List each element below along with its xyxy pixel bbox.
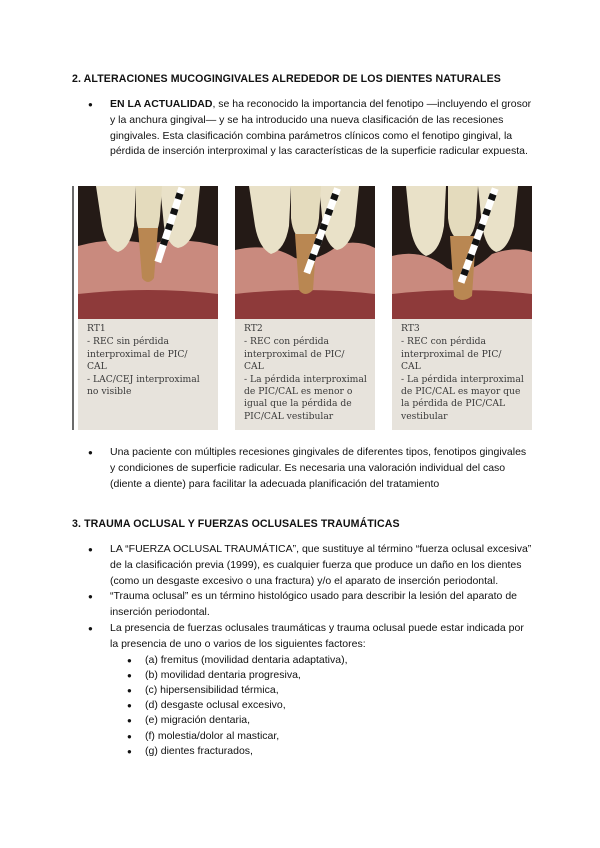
caption-line: - REC con pérdida — [401, 336, 487, 348]
caption-line: CAL — [87, 361, 107, 373]
bullet-text: , se ha reconocido la importancia del fenotipo —incluyendo el grosor y la anchura gingival— y se ha introducido una nueva clasificación de las recesiones gingivales. Esta clasificación combina parámetros clínicos como el fenotipo gingival, la pérdida de inserción interproximal y las características de la superficie radicular expuesta. — [110, 98, 532, 158]
caption-line: interproximal de PIC/ — [244, 348, 345, 360]
list-item — [88, 621, 533, 759]
caption-line: de PIC/CAL es menor o — [244, 386, 353, 398]
list-item — [88, 97, 533, 160]
rt1-caption — [78, 319, 218, 430]
rt2-illustration — [235, 186, 375, 319]
figure-border — [72, 186, 74, 430]
list-item: ● LA “FUERZA OCLUSAL TRAUMÁTICA”, que sustituye al término “fuerza oclusal excesiva” de la clasificación previa (1999), es cualquier fuerza que produce un daño en los dientes (como un desgaste excesivo o una fractura) y/o el aparato de inserción periodontal. — [88, 542, 533, 589]
section-3-list — [88, 542, 533, 759]
factor-item: ● (e) migración dentaria, — [127, 713, 533, 728]
caption-line: - La pérdida interproximal — [244, 373, 367, 385]
panel-rt3 — [392, 186, 532, 430]
caption-line: CAL — [244, 361, 264, 373]
rt3-caption — [392, 319, 532, 430]
factor-item: ● (f) molestia/dolor al masticar, — [127, 729, 533, 744]
section-2-heading: 2. ALTERACIONES MUCOGINGIVALES ALREDEDOR DE LOS DIENTES NATURALES — [72, 73, 501, 85]
factor-item: ● (a) fremitus (movilidad dentaria adaptativa), — [127, 653, 533, 668]
panel-rt1 — [78, 186, 218, 430]
caption-line: - La pérdida interproximal — [401, 373, 524, 385]
rt3-title: RT3 — [401, 323, 420, 334]
section-3-heading: 3. TRAUMA OCLUSAL Y FUERZAS OCLUSALES TRAUMÁTICAS — [72, 518, 400, 530]
rt1-title: RT1 — [87, 323, 106, 334]
panel-rt2 — [235, 186, 375, 430]
bullet-text: La presencia de fuerzas oclusales traumáticas y trauma oclusal puede estar indicada por la presencia de uno o varios de los siguientes factores: — [110, 621, 524, 650]
rt3-illustration — [392, 186, 532, 319]
caption-line: CAL — [401, 361, 421, 373]
section-2-case-list — [88, 445, 533, 492]
factor-list — [127, 653, 533, 759]
factor-item: ● (d) desgaste oclusal excesivo, — [127, 698, 533, 713]
factor-item: ● (b) movilidad dentaria progresiva, — [127, 668, 533, 683]
rt1-illustration — [78, 186, 218, 319]
caption-line: interproximal de PIC/ — [87, 348, 188, 360]
list-item: ● “Trauma oclusal” es un término histológico usado para describir la lesión del aparato de inserción periodontal. — [88, 589, 533, 621]
caption-line: vestibular — [401, 410, 448, 422]
caption-line: no visible — [87, 386, 132, 398]
rt2-title: RT2 — [244, 323, 263, 334]
rt2-caption — [235, 319, 375, 430]
caption-line: interproximal de PIC/ — [401, 348, 502, 360]
bold-lead: EN LA ACTUALIDAD — [110, 98, 213, 110]
caption-line: PIC/CAL vestibular — [244, 410, 334, 422]
recession-classification-figure — [72, 186, 529, 430]
section-2-intro-list — [88, 97, 533, 160]
factor-item: ● (g) dientes fracturados, — [127, 744, 533, 759]
caption-line: - LAC/CEJ interproximal — [87, 373, 200, 385]
caption-line: - REC con pérdida — [244, 336, 330, 348]
factor-item: ● (c) hipersensibilidad térmica, — [127, 683, 533, 698]
caption-line: de PIC/CAL es mayor que — [401, 386, 521, 398]
caption-line: la pérdida de PIC/CAL — [401, 398, 506, 410]
caption-line: - REC sin pérdida — [87, 336, 169, 348]
list-item: ● Una paciente con múltiples recesiones gingivales de diferentes tipos, fenotipos gingivales y condiciones de superficie radicular. Es necesaria una valoración individual del caso (diente a diente) para facilitar la adecuada planificación del tratamiento — [88, 445, 533, 492]
caption-line: igual que la pérdida de — [244, 398, 352, 410]
